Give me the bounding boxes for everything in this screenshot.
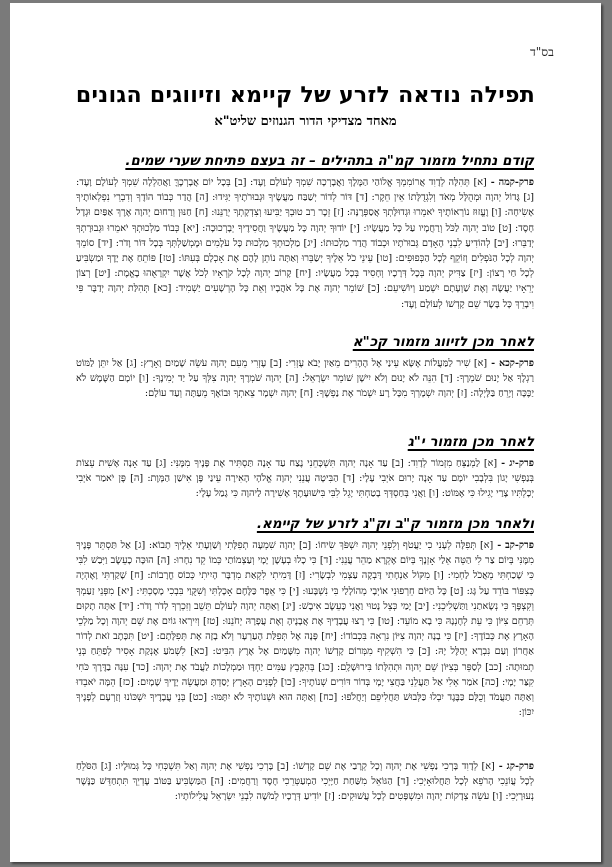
section-body bbox=[76, 759, 534, 805]
chapter-text: [א] שִׁיר לַמַּעֲלוֹת אֶשָּׂא עֵינַי אֶל הֶהָרִים מֵאַיִן יָבֹא עֶזְרִי: [ב] עֶזְרִי מֵעִם יְהוָה עֹשֵׂה שָׁמַיִם וָאָרֶץ: [ג] אַל יִתֵּן לַמּוֹט רַגְלֶךָ אַל יָנוּם שֹׁמְרֶךָ: [ד] הִנֵּה לֹא יָנוּם וְלֹא יִישָׁן שׁוֹמֵר יִשְׂרָאֵל: [ה] יְהוָה שֹׁמְרֶךָ יְהוָה צִלְּךָ עַל יַד יְמִינֶךָ: [ו] יוֹמָם הַשֶּׁמֶשׁ לֹא יַכֶּכָּה וְיָרֵחַ בַּלָּיְלָה: [ז] יְהוָה יִשְׁמָרְךָ מִכָּל רָע יִשְׁמֹר אֶת נַפְשֶׁךָ: [ח] יְהוָה יִשְׁמָר צֵאתְךָ וּבוֹאֶךָ מֵעַתָּה וְעַד עוֹלָם: bbox=[76, 358, 534, 400]
chapter-label: פרק-קב - bbox=[497, 540, 534, 551]
chapter-label: פרק-קמה - bbox=[490, 177, 534, 188]
document-page bbox=[10, 3, 601, 862]
section-heading: קודם נתחיל מזמור קמ"ה בתהילים – זה בעצם פתיחת שערי שמים. bbox=[125, 153, 534, 169]
section-psalm-145 bbox=[76, 153, 534, 312]
section-heading: לאחר מכן מזמור י"ג bbox=[407, 434, 534, 450]
section-heading: ולאחר מכן מזמור ק"ב וק"ג לזרע של קיימא. bbox=[256, 516, 534, 532]
chapter-text: [א] לַמְנַצֵּחַ מִזְמוֹר לְדָוִד: [ב] עַד אָנָה יְהוָה תִּשְׁכָּחֵנִי נֶצַח עַד אָנָה תַּסְתִּיר אֶת פָּנֶיךָ מִמֶּנִּי: [ג] עַד אָנָה אָשִׁית עֵצוֹת בְּנַפְשִׁי יָגוֹן בִּלְבָבִי יוֹמָם עַד אָנָה יָרוּם אֹיְבִי עָלָי: [ד] הַבִּיטָה עֲנֵנִי יְהוָה אֱלֹהָי הָאִירָה עֵינַי פֶּן אִישַׁן הַמָּוֶת: [ה] פֶּן יֹאמַר אֹיְבִי יְכָלְתִּיו צָרַי יָגִילוּ כִּי אֶמּוֹט: [ו] וַאֲנִי בְּחַסְדְּךָ בָטַחְתִּי יָגֵל לִבִּי בִּישׁוּעָתֶךָ אָשִׁירָה לַיהוָה כִּי גָמַל עָלָי: bbox=[76, 458, 534, 500]
section-psalm-121 bbox=[76, 334, 534, 402]
chapter-label: פרק-קכא - bbox=[491, 358, 534, 369]
chapter-text: [א] תְּפִלָּה לְעָנִי כִי יַעֲטֹף וְלִפְנֵי יְהוָה יִשְׁפֹּךְ שִׂיחוֹ: [ב] יְהוָה שִׁמְעָה תְפִלָּתִי וְשַׁוְעָתִי אֵלֶיךָ תָבוֹא: [ג] אַל תַּסְתֵּר פָּנֶיךָ מִמֶּנִּי בְּיוֹם צַר לִי הַטֵּה אֵלַי אָזְנֶךָ בְּיוֹם אֶקְרָא מַהֵר עֲנֵנִי: [ד] כִּי כָלוּ בְעָשָׁן יָמָי וְעַצְמוֹתַי כְּמוֹ קֵד נִחָרוּ: [ה] הוּכָּה כָעֵשֶׂב וַיִּבַשׁ לִבִּי כִּי שָׁכַחְתִּי מֵאֲכֹל לַחְמִי: [ו] מִקּוֹל אַנְחָתִי דָּבְקָה עַצְמִי לִבְשָׂרִי: [ז] דָּמִיתִי לִקְאַת מִדְבָּר הָיִיתִי כְּכוֹס חֳרָבוֹת: [ח] שָׁקַדְתִּי וָאֶהְיֶה כְּצִפּוֹר בּוֹדֵד עַל גָּג: [ט] כָּל הַיּוֹם חֵרְפוּנִי אוֹיְבָי מְהוֹלָלַי בִּי נִשְׁבָּעוּ: [י] כִּי אֵפֶר כַּלֶּחֶם אָכָלְתִּי וְשִׁקֻּוַי בִּבְכִי מָסָכְתִּי: [יא] מִפְּנֵי זַעַמְךָ וְקִצְפֶּךָ כִּי נְשָׂאתַנִי וַתַּשְׁלִיכֵנִי: [יב] יָמַי כְּצֵל נָטוּי וַאֲנִי כָּעֵשֶׂב אִיבָשׁ: [יג] וְאַתָּה יְהוָה לְעוֹלָם תֵּשֵׁב וְזִכְרְךָ לְדֹר וָדֹר: [יד] אַתָּה תָקוּם תְּרַחֵם צִיּוֹן כִּי עֵת לְחֶנְנָהּ כִּי בָא מוֹעֵד: [טו] כִּי רָצוּ עֲבָדֶיךָ אֶת אֲבָנֶיהָ וְאֶת עֲפָרָהּ יְחֹנֵנוּ: [טז] וְיִירְאוּ גוֹיִם אֶת שֵׁם יְהוָה וְכָל מַלְכֵי הָאָרֶץ אֶת כְּבוֹדֶךָ: [יז] כִּי בָנָה יְהוָה צִיּוֹן נִרְאָה בִּכְבוֹדוֹ: [יח] פָּנָה אֶל תְּפִלַּת הָעַרְעָר וְלֹא בָזָה אֶת תְּפִלָּתָם: [יט] תִּכָּתֶב זֹאת לְדוֹר אַחֲרוֹן וְעַם נִבְרָא יְהַלֶּל יָהּ: [כ] כִּי הִשְׁקִיף מִמְּרוֹם קָדְשׁוֹ יְהוָה מִשָּׁמַיִם אֶל אֶרֶץ הִבִּיט: [כא] לִשְׁמֹעַ אֶנְקַת אָסִיר לְפַתֵּחַ בְּנֵי תְמוּתָה: [כב] לְסַפֵּר בְּצִיּוֹן שֵׁם יְהוָה וּתְהִלָּתוֹ בִּירוּשָׁלָ‍ִם: [כג] בְּהִקָּבֵץ עַמִּים יַחְדָּו וּמַמְלָכוֹת לַעֲבֹד אֶת יְהוָה: [כד] עִנָּה בַדֶּרֶךְ כֹּחִי קִצַּר יָמָי: [כה] אֹמַר אֵלִי אַל תַּעֲלֵנִי בַּחֲצִי יָמָי בְּדוֹר דּוֹרִים שְׁנוֹתֶיךָ: [כו] לְפָנִים הָאָרֶץ יָסַדְתָּ וּמַעֲשֵׂה יָדֶיךָ שָׁמָיִם: [כז] הֵמָּה יֹאבֵדוּ וְאַתָּה תַעֲמֹד וְכֻלָּם כַּבֶּגֶד יִבְלוּ כַּלְּבוּשׁ תַּחֲלִיפֵם וְיַחֲלֹפוּ: [כח] וְאַתָּה הוּא וּשְׁנוֹתֶיךָ לֹא יִתָּמּוּ: [כט] בְּנֵי עֲבָדֶיךָ יִשְׁכּוֹנוּ וְזַרְעָם לְפָנֶיךָ יִכּוֹן: bbox=[76, 540, 534, 719]
section-body bbox=[76, 456, 534, 502]
section-body bbox=[76, 538, 534, 720]
chapter-label: פרק-קג - bbox=[498, 761, 535, 772]
page-subtitle: מאחד מצדיקי הדור הגנוזים שליט"א bbox=[214, 114, 397, 129]
chapter-text: [א] לְדָוִד בָּרְכִי נַפְשִׁי אֶת יְהוָה וְכָל קְרָבַי אֶת שֵׁם קָדְשׁוֹ: [ב] בָּרְכִי נַפְשִׁי אֶת יְהוָה וְאַל תִּשְׁכְּחִי כָּל גְּמוּלָיו: [ג] הַסֹּלֵחַ לְכָל עֲוֹנֵכִי הָרֹפֵא לְכָל תַּחֲלוּאָיְכִי: [ד] הַגּוֹאֵל מִשַּׁחַת חַיָּיְכִי הַמְעַטְּרֵכִי חֶסֶד וְרַחֲמִים: [ה] הַמַּשְׂבִּיעַ בַּטּוֹב עֶדְיֵךְ תִּתְחַדֵּשׁ כַּנֶּשֶׁר נְעוּרָיְכִי: [ו] עֹשֵׂה צְדָקוֹת יְהוָה וּמִשְׁפָּטִים לְכָל עֲשׁוּקִים: [ז] יוֹדִיעַ דְּרָכָיו לְמֹשֶׁה לִבְנֵי יִשְׂרָאֵל עֲלִילוֹתָיו: bbox=[76, 761, 534, 803]
section-heading: לאחר מכן לזיווג מזמור קכ"א bbox=[352, 334, 534, 350]
section-psalm-102 bbox=[76, 516, 534, 720]
section-psalm-13 bbox=[76, 434, 534, 502]
chapter-label: פרק-יג - bbox=[501, 458, 534, 469]
chapter-text: [א] תְּהִלָּה לְדָוִד אֲרוֹמִמְךָ אֱלוֹהַי הַמֶּלֶךְ וַאֲבָרְכָה שִׁמְךָ לְעוֹלָם וָעֶד: [ב] בְּכָל יוֹם אֲבָרְכֶךָּ וַאֲהַלְלָה שִׁמְךָ לְעוֹלָם וָעֶד: [ג] גָּדוֹל יְהוָה וּמְהֻלָּל מְאֹד וְלִגְדֻלָּתוֹ אֵין חֵקֶר: [ד] דּוֹר לְדוֹר יְשַׁבַּח מַעֲשֶׂיךָ וּגְבוּרֹתֶיךָ יַגִּידוּ: [ה] הֲדַר כְּבוֹד הוֹדֶךָ וְדִבְרֵי נִפְלְאוֹתֶיךָ אָשִׂיחָה: [ו] וֶעֱזוּז נוֹרְאוֹתֶיךָ יֹאמֵרוּ וּגְדוּלָּתְךָ אֲסַפְּרֶנָּה: [ז] זֵכֶר רַב טוּבְךָ יַבִּיעוּ וְצִדְקָתְךָ יְרַנֵּנוּ: [ח] חַנּוּן וְרַחוּם יְהוָה אֶרֶךְ אַפַּיִם וּגְדָל חָסֶד: [ט] טוֹב יְהוָה לַכֹּל וְרַחֲמָיו עַל כָּל מַעֲשָׂיו: [י] יוֹדוּךָ יְהוָה כָּל מַעֲשֶׂיךָ וַחֲסִידֶיךָ יְבָרְכוּכָה: [יא] כְּבוֹד מַלְכוּתְךָ יֹאמֵרוּ וּגְבוּרָתְךָ יְדַבֵּרוּ: [יב] לְהוֹדִיעַ לִבְנֵי הָאָדָם גְּבוּרֹתָיו וּכְבוֹד הֲדַר מַלְכוּתוֹ: [יג] מַלְכוּתְךָ מַלְכוּת כָּל עֹלָמִים וּמֶמְשַׁלְתְּךָ בְּכָל דּוֹר וָדֹר: [יד] סוֹמֵךְ יְהוָה לְכָל הַנֹּפְלִים וְזוֹקֵף לְכָל הַכְּפוּפִים: [טו] עֵינֵי כֹל אֵלֶיךָ יְשַׂבֵּרוּ וְאַתָּה נוֹתֵן לָהֶם אֶת אָכְלָם בְּעִתּוֹ: [טז] פּוֹתֵחַ אֶת יָדֶךָ וּמַשְׂבִּיעַ לְכָל חַי רָצוֹן: [יז] צַדִּיק יְהוָה בְּכָל דְּרָכָיו וְחָסִיד בְּכָל מַעֲשָׂיו: [יח] קָרוֹב יְהוָה לְכָל קֹרְאָיו לְכֹל אֲשֶׁר יִקְרָאֻהוּ בֶאֱמֶת: [יט] רְצוֹן יְרֵאָיו יַעֲשֶׂה וְאֶת שַׁוְעָתָם יִשְׁמַע וְיוֹשִׁיעֵם: [כ] שׁוֹמֵר יְהוָה אֶת כָּל אֹהֲבָיו וְאֵת כָּל הָרְשָׁעִים יַשְׁמִיד: [כא] תְּהִלַּת יְהוָה יְדַבֶּר פִּי וִיבָרֵךְ כָּל בָּשָׂר שֵׁם קָדְשׁוֹ לְעוֹלָם וָעֶד: bbox=[76, 177, 534, 310]
section-psalm-103 bbox=[76, 759, 534, 805]
section-body bbox=[76, 356, 534, 402]
section-body bbox=[76, 175, 534, 312]
page-title: תפילה נודאה לזרע של קיימא וזיווגים הגונים bbox=[75, 83, 536, 108]
bsd-header: בס"ד bbox=[530, 45, 554, 59]
